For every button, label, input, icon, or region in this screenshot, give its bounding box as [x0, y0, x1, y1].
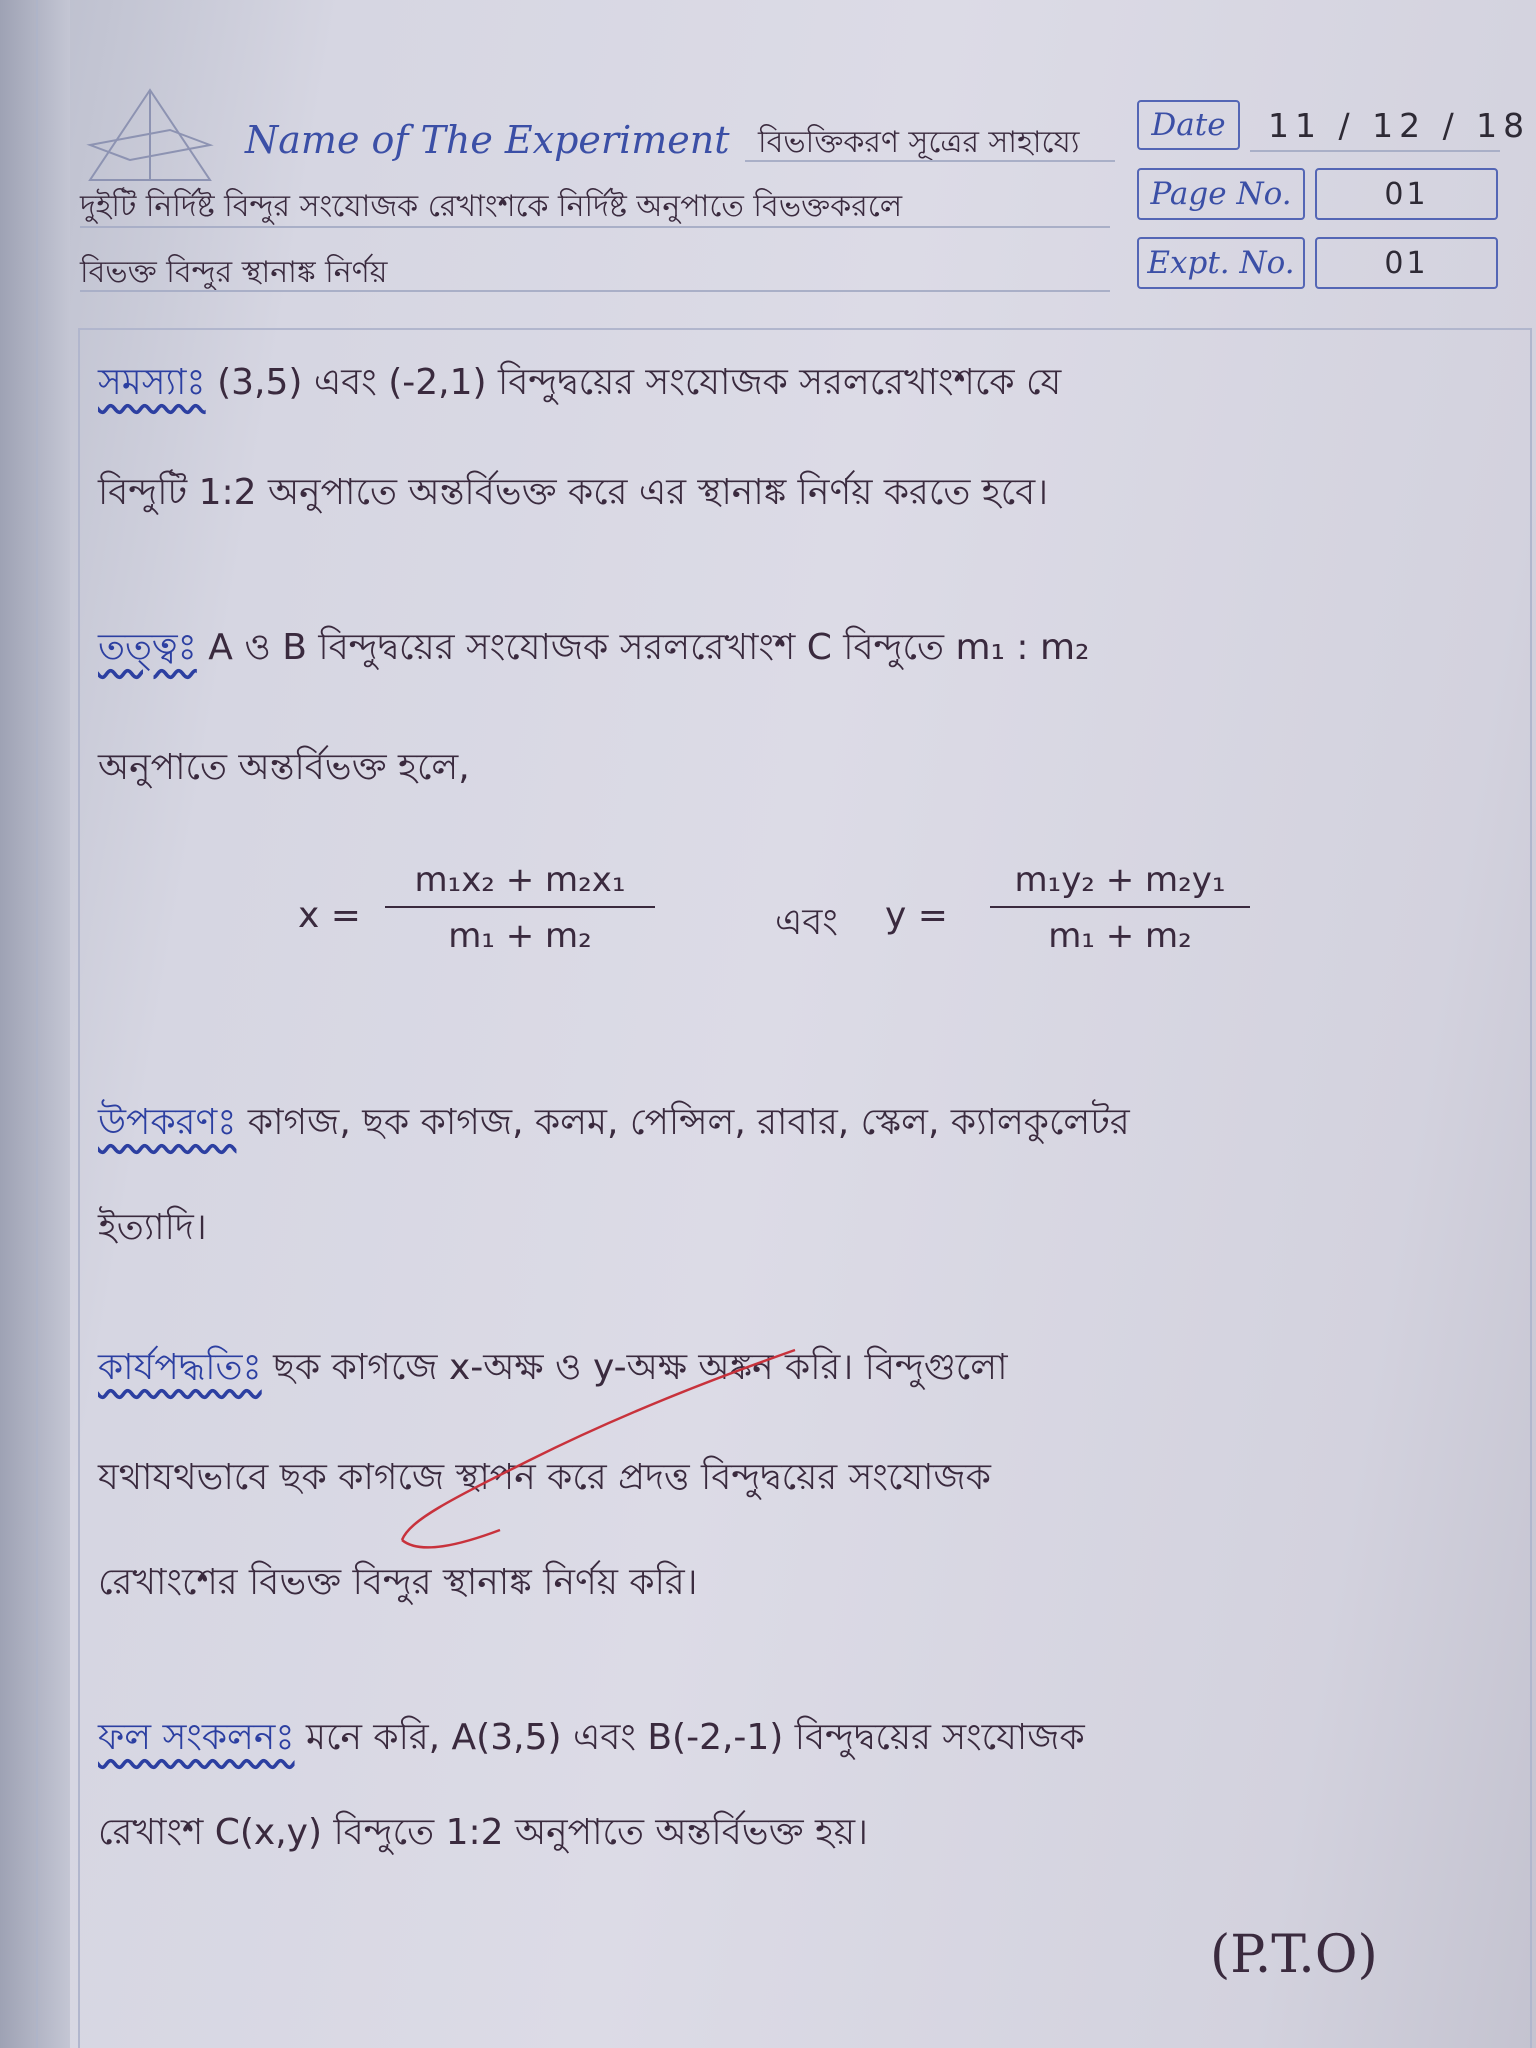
problem-heading: সমস্যাঃ	[98, 362, 206, 403]
expt-no-label: Expt. No.	[1137, 237, 1305, 289]
page-no-label: Page No.	[1137, 168, 1305, 220]
page-no-box	[1315, 168, 1498, 220]
content-frame	[78, 328, 1532, 2048]
title-rule-1	[745, 160, 1115, 162]
materials-line1: কাগজ, ছক কাগজ, কলম, পেন্সিল, রাবার, স্কেল, ক্যালকুলেটর	[247, 1102, 1130, 1143]
x-formula-denominator: m₁ + m₂	[448, 916, 592, 956]
data-collection-line2: রেখাংশ C(x,y) বিন্দুতে 1:2 অনুপাতে অন্তর্বিভক্ত হয়।	[98, 1812, 868, 1853]
procedure-line1: ছক কাগজে x-অক্ষ ও y-অক্ষ অঙ্কন করি। বিন্দুগুলো	[273, 1347, 1008, 1388]
procedure-line3: রেখাংশের বিভক্ত বিন্দুর স্থানাঙ্ক নির্ণয় করি।	[98, 1562, 698, 1603]
date-label: Date	[1137, 100, 1240, 150]
page-no-value: 01	[1384, 176, 1429, 212]
y-formula-fraction	[990, 860, 1250, 956]
margin-rule	[36, 0, 38, 2048]
problem-line1: (3,5) এবং (-2,1) বিন্দুদ্বয়ের সংযোজক সরলরেখাংশকে যে	[217, 362, 1062, 403]
theory-heading: তত্ত্বঃ	[98, 627, 197, 668]
y-formula-denominator: m₁ + m₂	[1048, 916, 1192, 956]
x-formula-fraction	[385, 860, 655, 956]
page-edge-shadow	[0, 0, 70, 2048]
x-formula-lhs: x =	[298, 895, 361, 936]
theory-line2: অনুপাতে অন্তর্বিভক্ত হলে,	[98, 747, 470, 788]
theory-section	[98, 620, 1089, 680]
procedure-line2: যথাযথভাবে ছক কাগজে স্থাপন করে প্রদত্ত বিন্দুদ্বয়ের সংযোজক	[98, 1457, 991, 1498]
y-formula-lhs: y =	[885, 895, 948, 936]
problem-line2: বিন্দুটি 1:2 অনুপাতে অন্তর্বিভক্ত করে এর স্থানাঙ্ক নির্ণয় করতে হবে।	[98, 472, 1049, 513]
y-formula-numerator: m₁y₂ + m₂y₁	[1014, 860, 1226, 900]
experiment-name-line3: বিভক্ত বিন্দুর স্থানাঙ্ক নির্ণয়	[80, 255, 388, 290]
experiment-label: Name of The Experiment	[245, 118, 730, 162]
materials-section	[98, 1095, 1130, 1155]
data-collection-section	[98, 1710, 1085, 1770]
data-collection-line1: মনে করি, A(3,5) এবং B(-2,-1) বিন্দুদ্বয়ের সংযোজক	[306, 1717, 1085, 1758]
expt-no-value: 01	[1384, 245, 1429, 281]
formula-conjunction: এবং	[775, 902, 838, 943]
date-value: 11 / 12 / 18	[1268, 106, 1531, 145]
theory-line1: A ও B বিন্দুদ্বয়ের সংযোজক সরলরেখাংশ C বিন্দুতে m₁ : m₂	[208, 627, 1090, 668]
title-rule-2	[80, 226, 1110, 228]
x-formula-numerator: m₁x₂ + m₂x₁	[414, 860, 626, 900]
pyramid-logo-icon	[80, 85, 220, 195]
procedure-heading: কার্যপদ্ধতিঃ	[98, 1347, 262, 1388]
red-ink-stroke	[390, 1340, 810, 1560]
problem-section	[98, 355, 1061, 415]
experiment-name-line1: বিভক্তিকরণ সূত্রের সাহায্যে	[758, 125, 1080, 160]
pto-label: (P.T.O)	[1210, 1925, 1378, 1985]
experiment-name-line2: দুইটি নির্দিষ্ট বিন্দুর সংযোজক রেখাংশকে নির্দিষ্ট অনুপাতে বিভক্তকরলে	[80, 189, 903, 224]
expt-no-box	[1315, 237, 1498, 289]
materials-heading: উপকরণঃ	[98, 1102, 237, 1143]
data-collection-heading: ফল সংকলনঃ	[98, 1717, 295, 1758]
materials-line2: ইত্যাদি।	[98, 1207, 207, 1248]
title-rule-3	[80, 290, 1110, 292]
date-rule	[1250, 150, 1500, 152]
